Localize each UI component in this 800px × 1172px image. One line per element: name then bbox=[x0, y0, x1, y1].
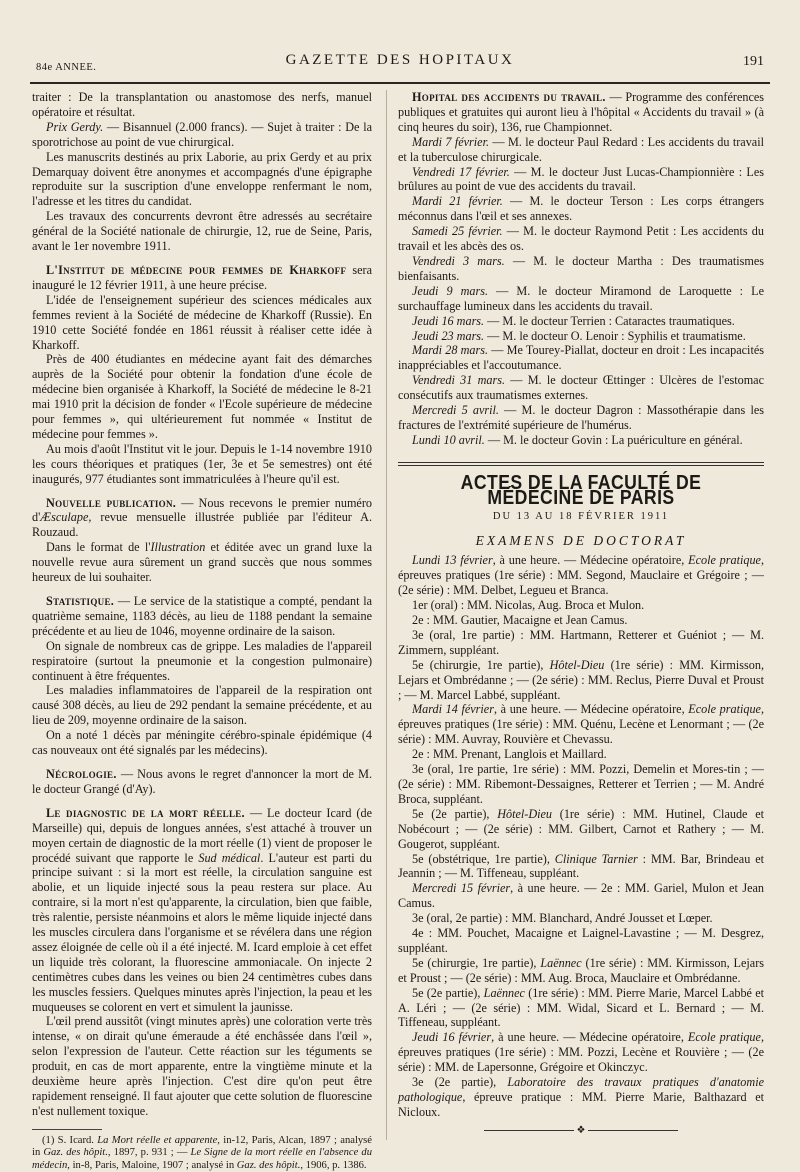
statistics-paragraph bbox=[32, 594, 372, 639]
actes-rule bbox=[398, 462, 764, 466]
exam-text: , à une heure. — Médecine opératoire, bbox=[491, 1030, 688, 1045]
exam-entry bbox=[398, 553, 764, 598]
footnote-rule bbox=[32, 1129, 102, 1130]
prix-gerdy-text: — Bisannuel (2.000 francs). — Sujet à traiter : De la sporotrichose au point de vue chirurgical. bbox=[32, 119, 372, 149]
exam-text-2: , épreuves pratiques (1re série) : MM. Segond, Mauclaire et Grégoire ; — (2e série) : MM. Delbet, Legueu et Branca. bbox=[398, 553, 765, 598]
exam-location: Ecole pratique bbox=[687, 1030, 761, 1045]
schedule-text: — M. le docteur O. Lenoir : Syphilis et traumatisme. bbox=[484, 328, 746, 343]
publication-2-journal: Illustration bbox=[150, 540, 206, 555]
schedule-date: Jeudi 9 mars. bbox=[412, 283, 489, 298]
schedule-item bbox=[398, 165, 764, 195]
exam-text-2: , épreuves pratiques (1re série) : MM. Quénu, Lecène et Lenormant ; — (2e série) : MM. Auvray, Rouvière et Chevassu. bbox=[398, 702, 764, 747]
exam-text: , à une heure. — Médecine opératoire, bbox=[493, 702, 689, 717]
exam-entry bbox=[398, 762, 764, 807]
column-divider bbox=[386, 90, 387, 1140]
exam-text: 1er (oral) : MM. Nicolas, Aug. Broca et Mulon. bbox=[412, 598, 645, 613]
schedule-item bbox=[398, 373, 764, 403]
publication-text-c: , revue mensuelle illustrée publiée par l'éditeur A. Rouzaud. bbox=[32, 510, 372, 540]
exam-location: Clinique Tarnier bbox=[554, 851, 638, 866]
footnote-text-c: , in-12, Paris, Alcan, 1897 ; analysé in bbox=[32, 1134, 373, 1159]
schedule-item bbox=[398, 343, 764, 373]
footnote-text-e: , 1897, p. 931 ; — bbox=[107, 1147, 191, 1159]
publication-2-text-c: et éditée avec un grand luxe la nouvelle revue aura sûrement un grand succès que nous sommes heureux de lui souhaiter. bbox=[32, 540, 372, 585]
exam-entry bbox=[398, 1075, 764, 1120]
schedule-item bbox=[398, 135, 764, 165]
statistics-heading: Statistique. bbox=[46, 594, 115, 608]
exam-location: Laënnec bbox=[540, 955, 582, 970]
exam-entry bbox=[398, 807, 764, 852]
submissions-paragraph: Les travaux des concurrents devront être adressés au secrétaire général de la Société nationale de chirurgie, 12, rue de Seine, Paris, avant le 1er novembre 1911. bbox=[32, 209, 372, 254]
schedule-text: — M. le docteur Terrien : Cataractes traumatiques. bbox=[484, 313, 735, 328]
exam-location: Laboratoire des travaux pratiques d'anatomie pathologique bbox=[398, 1075, 764, 1104]
necrology-paragraph bbox=[32, 767, 372, 797]
schedule-date: Samedi 25 février. bbox=[412, 224, 503, 239]
schedule-text: — M. le docteur Raymond Petit : Les accidents du travail et les abcès des os. bbox=[398, 224, 764, 254]
schedule-item bbox=[398, 329, 764, 344]
exam-text-2: (1re série) : MM. Kirmisson, Lejars et Ombrédanne ; — (2e série) : MM. Reclus, Pierre Duval et Proust ; — M. Marcel Labbé, suppléant. bbox=[398, 657, 765, 702]
issue-year: 84e ANNEE. bbox=[36, 62, 97, 73]
statistics-text: — Le service de la statistique a compté, pendant la quatrième semaine, 1183 décès, au lieu de 1188 pendant la semaine précédente et au lieu de 1046, moyenne ordinaire de la saison. bbox=[32, 594, 372, 638]
schedule-item bbox=[398, 314, 764, 329]
exam-text-2: , épreuve pratique : MM. Pierre Marie, Balthazard et Nicloux. bbox=[398, 1090, 764, 1119]
schedule-date: Jeudi 23 mars. bbox=[412, 328, 485, 343]
prix-gerdy-label: Prix Gerdy. bbox=[46, 119, 104, 134]
schedule-text: — M. le docteur Œttinger : Ulcères de l'estomac consécutifs aux traumatismes externes. bbox=[398, 373, 764, 403]
necrology-heading: Nécrologie. bbox=[46, 766, 117, 781]
footnote-journal-2: Gaz. des hôpit. bbox=[236, 1159, 301, 1171]
kharkoff-heading: L'Institut de médecine pour femmes de Kharkoff bbox=[46, 262, 347, 277]
schedule-text: — M. le docteur Just Lucas-Championnière : Les brûlures au point de vue des accidents du travail. bbox=[398, 164, 764, 194]
manuscripts-paragraph: Les manuscrits destinés au prix Laborie, au prix Gerdy et au prix Demarquay doivent être anonymes et accompagnés d'une épigraphe reproduite sur la suscription d'une enveloppe renfermant le nom, l'adresse et les titres du candidat. bbox=[32, 149, 372, 209]
exam-text-2: : MM. Bar, Brindeau et Jeannin ; — M. Tiffeneau, suppléant. bbox=[398, 851, 764, 881]
header-rule bbox=[30, 82, 770, 84]
schedule-date: Jeudi 16 mars. bbox=[412, 313, 485, 328]
schedule-text: — M. le docteur Govin : La puériculture en général. bbox=[484, 432, 743, 447]
schedule-date: Mercredi 5 avril. bbox=[412, 403, 499, 418]
statistics-paragraph-2: On signale de nombreux cas de grippe. Les maladies de l'appareil respiratoire (surtout la pneumonie et la congestion pulmonaire) continuent à être fréquentes. bbox=[32, 638, 372, 683]
exam-entry bbox=[398, 658, 764, 703]
kharkoff-paragraph-2: L'idée de l'enseignement supérieur des sciences médicales aux femmes revient à la Société de médecine de Kharkoff (Russie). En 1910 cette Société fondée en 1861 réussit à réaliser cette idée à Kharkoff. bbox=[32, 292, 372, 352]
exam-entry bbox=[398, 956, 764, 986]
exam-text: 2e : MM. Gautier, Macaigne et Jean Camus. bbox=[412, 613, 628, 627]
exam-text-2: (1re série) : MM. Hutinel, Claude et Nobécourt ; — (2e série) : MM. Gilbert, Carnot et Rathery ; — M. Gougerot, suppléant. bbox=[398, 806, 764, 851]
schedule-date: Mardi 21 février. bbox=[412, 194, 503, 209]
kharkoff-paragraph-4: Au mois d'août l'Institut vit le jour. Depuis le 1-14 novembre 1910 les cours théoriques et pratiques (1er, 3e et 5e semestres) ont été inaugurés, 977 étudiantes sont immatriculées à l'heure qu'il est. bbox=[32, 441, 372, 486]
diagnosis-journal: Sud médical bbox=[198, 850, 261, 865]
hospital-heading: Hopital des accidents du travail. bbox=[412, 90, 606, 104]
schedule-text: — M. le docteur Miramond de Laroquette : Le surchauffage lumineux dans les accidents du travail. bbox=[398, 283, 764, 313]
footnote-title-2: Le Signe de la mort réelle en l'absence du médecin bbox=[32, 1147, 373, 1171]
schedule-date: Mardi 7 février. bbox=[412, 134, 490, 149]
schedule-date: Vendredi 31 mars. bbox=[412, 373, 505, 388]
exam-entry bbox=[398, 1030, 764, 1075]
exam-text: 5e (2e partie), bbox=[412, 985, 484, 1000]
exam-text-2: , épreuves pratiques (1re série) : MM. Pozzi, Lecène et Rouvière ; — (2e série) : MM. de Lapersonne, Grégoire et Okinczyc. bbox=[398, 1030, 764, 1075]
schedule-item bbox=[398, 433, 764, 448]
kharkoff-paragraph-3: Près de 400 étudiantes en médecine ayant fait des démarches auprès de la Société pour obtenir la fondation d'une école de médecine bien organisée à Kharkoff, la Société de médecine le 8-21 mai 1910 prit la décision de fonder « l'Ecole supérieure de médecine pour femmes », qui ultérieurement fut nommée « Institut de médecine pour femmes ». bbox=[32, 352, 372, 441]
publication-journal-name: Æsculape bbox=[40, 510, 89, 525]
exam-date: Mercredi 15 février bbox=[412, 881, 511, 896]
diagnosis-text-c: . L'auteur est parti du principe suivant : si la mort est réelle, la circulation sanguine est abolie, et un liquide injecté sous la peau restera sur place. Au contraire, si la mort n'est qu'apparente, la circulation, bien que faible, très ralentie, persiste néanmoins et alors le même liquide injecté dans les muscles circulera dans l'organisme et se révélera dans une région assez éloignée de celle où il a été injecté. M. Icard emploie à cet effet un liquide très colorant, la fluorescine ammoniacale. On injecte 2 centimètres cubes dans les veines ou bien 24 centimètres cubes dans les muscles fessiers. Quelques minutes après l'injection, la peau et les muqueuses se colorent en vert et simulent la jaunisse. bbox=[32, 850, 372, 1014]
exam-text: 2e : MM. Prenant, Langlois et Maillard. bbox=[412, 747, 607, 762]
exam-date: Lundi 13 février bbox=[412, 553, 493, 568]
exam-text: , à une heure. — Médecine opératoire, bbox=[492, 553, 689, 568]
exam-entry bbox=[398, 702, 764, 747]
diagnosis-paragraph-2: L'œil prend aussitôt (vingt minutes après) une coloration verte très intense, « on dirait qu'une émeraude a été enchâssée dans l'œil », selon l'expression de l'auteur. Cette réaction sur les téguments se produit, en cas de mort apparente, entre la vingtième minute et la deuxième heure après l'injection. C'est dire qu'on peut être rapidement renseigné. Il faut ajouter que cette solution de fluorescine n'est nullement toxique. bbox=[32, 1014, 372, 1118]
schedule-item bbox=[398, 254, 764, 284]
statistics-paragraph-4: On a noté 1 décès par méningite cérébro-spinale épidémique (4 cas nouveaux ont été signalés par les médecins). bbox=[32, 728, 372, 758]
intro-paragraph: traiter : De la transplantation ou anastomose des nerfs, manuel opératoire et résultat. bbox=[32, 90, 372, 119]
left-column bbox=[32, 90, 372, 1172]
exam-text: 5e (chirurgie, 1re partie), bbox=[412, 657, 550, 672]
kharkoff-intro: sera inauguré le 12 février 1911, à une heure précise. bbox=[32, 262, 372, 292]
actes-title: ACTES DE LA FACULTÉ DE MÉDECINE DE PARIS bbox=[460, 470, 702, 509]
schedule-date: Vendredi 3 mars. bbox=[412, 253, 505, 268]
footnote-journal-1: Gaz. des hôpit. bbox=[43, 1147, 108, 1159]
journal-title: GAZETTE DES HOPITAUX bbox=[285, 52, 515, 68]
schedule-item bbox=[398, 194, 764, 224]
hospital-paragraph bbox=[398, 90, 764, 135]
schedule-date: Vendredi 17 février. bbox=[412, 164, 510, 179]
exam-text-2: (1re série) : MM. Kirmisson, Lejars et Proust ; — (2e série) : MM. Aug. Broca, Mauclaire et Ombrédanne. bbox=[398, 955, 764, 985]
necrology-text: — Nous avons le regret d'annoncer la mort de M. le docteur Grangé (d'Ay). bbox=[32, 766, 372, 796]
prix-gerdy-paragraph bbox=[32, 120, 372, 150]
exam-entry bbox=[398, 747, 764, 762]
right-column bbox=[398, 90, 764, 1139]
page-number: 191 bbox=[743, 54, 764, 69]
footnote-text-i: , 1906, p. 1386. bbox=[300, 1159, 367, 1171]
exam-text: 3e (oral, 1re partie, 1re série) : MM. Pozzi, Demelin et Mores-tin ; — (2e série) : MM. Ribemont-Dessaignes, Retterer et Terrien ; — M. André Broca, suppléant. bbox=[398, 762, 764, 806]
publication-paragraph bbox=[32, 496, 372, 541]
schedule-item bbox=[398, 284, 764, 314]
kharkoff-paragraph bbox=[32, 263, 372, 293]
exam-text: 5e (2e partie), bbox=[412, 806, 498, 821]
schedule-text: — M. le docteur Dagron : Massothérapie dans les fractures de l'extrémité supérieure de l'humérus. bbox=[398, 403, 764, 432]
schedule-text: — M. le docteur Paul Redard : Les accidents du travail et la tuberculose chirurgicale. bbox=[398, 134, 764, 164]
exam-entry bbox=[398, 911, 764, 926]
schedule-text: — Me Tourey-Piallat, docteur en droit : Les incapacités inappréciables et l'accoutumance. bbox=[398, 343, 764, 373]
actes-subtitle: DU 13 AU 18 FÉVRIER 1911 bbox=[492, 510, 670, 522]
exam-date: Mardi 14 février bbox=[412, 702, 494, 717]
exam-entry bbox=[398, 613, 764, 628]
exam-entry bbox=[398, 852, 764, 882]
exam-entry bbox=[398, 926, 764, 956]
statistics-paragraph-3: Les maladies inflammatoires de l'appareil de la respiration ont causé 308 décès, au lieu de 292 pendant la semaine précédente, et au lieu de 209, moyenne ordinaire de la saison. bbox=[32, 683, 372, 728]
schedule-text: — M. le docteur Martha : Des traumatismes bienfaisants. bbox=[398, 253, 765, 283]
footnote-author: (1) S. Icard. bbox=[42, 1134, 98, 1146]
end-ornament: ❖ bbox=[398, 1124, 764, 1139]
diagnosis-text-a: — Le docteur Icard (de Marseille) qui, depuis de longues années, s'est attaché à trouver un moyen certain de diagnostic de la mort réelle (1) vient de proposer le procédé suivant que rapporte le bbox=[32, 805, 372, 865]
publication-paragraph-2 bbox=[32, 540, 372, 585]
diagnosis-heading: Le diagnostic de la mort réelle. bbox=[46, 805, 245, 820]
exam-location: Hôtel-Dieu bbox=[497, 806, 553, 821]
exam-text-2: (1re série) : MM. Pierre Marie, Marcel Labbé et A. Léri ; — (2e série) : MM. Widal, Sicard et L. Bernard ; — M. Tiffeneau, suppléant. bbox=[398, 985, 765, 1030]
publication-heading: Nouvelle publication. bbox=[46, 495, 177, 510]
exam-list bbox=[398, 553, 764, 1119]
exam-entry bbox=[398, 881, 764, 911]
exam-title: EXAMENS DE DOCTORAT bbox=[475, 533, 687, 549]
schedule-text: — M. le docteur Terson : Les corps étrangers méconnus dans l'œil et ses annexes. bbox=[398, 194, 764, 224]
exam-location: Ecole pratique bbox=[688, 702, 761, 717]
exam-location: Hôtel-Dieu bbox=[549, 657, 605, 672]
schedule-item bbox=[398, 403, 764, 433]
exam-text: 4e : MM. Pouchet, Macaigne et Laignel-Lavastine ; — M. Desgrez, suppléant. bbox=[398, 926, 764, 955]
footnote-title-1: La Mort réelle et apparente bbox=[97, 1134, 218, 1146]
exam-text: 3e (2e partie), bbox=[412, 1075, 508, 1090]
footnote bbox=[32, 1135, 372, 1172]
exam-text: 5e (chirurgie, 1re partie), bbox=[412, 955, 541, 970]
exam-text: , à une heure. — 2e : MM. Gariel, Mulon et Jean Camus. bbox=[398, 881, 764, 911]
exam-entry bbox=[398, 628, 764, 658]
publication-text-a: — Nous recevons le premier numéro d' bbox=[32, 495, 372, 525]
conference-schedule bbox=[398, 135, 764, 448]
exam-entry bbox=[398, 598, 764, 613]
exam-location: Laënnec bbox=[483, 985, 525, 1000]
diagnosis-paragraph bbox=[32, 806, 372, 1015]
exam-date: Jeudi 16 février bbox=[412, 1030, 492, 1045]
footnote-text-g: , in-8, Paris, Maloine, 1907 ; analysé in bbox=[67, 1159, 237, 1171]
exam-text: 3e (oral, 2e partie) : MM. Blanchard, André Jousset et Lœper. bbox=[412, 911, 713, 926]
publication-2-text-a: Dans le format de l' bbox=[46, 540, 151, 555]
schedule-item bbox=[398, 224, 764, 254]
page-header bbox=[36, 50, 764, 80]
exam-location: Ecole pratique bbox=[688, 553, 761, 568]
exam-text: 5e (obstétrique, 1re partie), bbox=[412, 851, 555, 866]
schedule-date: Lundi 10 avril. bbox=[412, 432, 485, 447]
exam-text: 3e (oral, 1re partie) : MM. Hartmann, Retterer et Guéniot ; — M. Zimmern, suppléant. bbox=[398, 627, 764, 657]
hospital-intro: — Programme des conférences publiques et gratuites qui auront lieu à l'hôpital « Accidents du travail » (à cinq heures du soir), 136, rue Championnet. bbox=[398, 90, 765, 134]
exam-entry bbox=[398, 986, 764, 1031]
schedule-date: Mardi 28 mars. bbox=[412, 343, 489, 358]
